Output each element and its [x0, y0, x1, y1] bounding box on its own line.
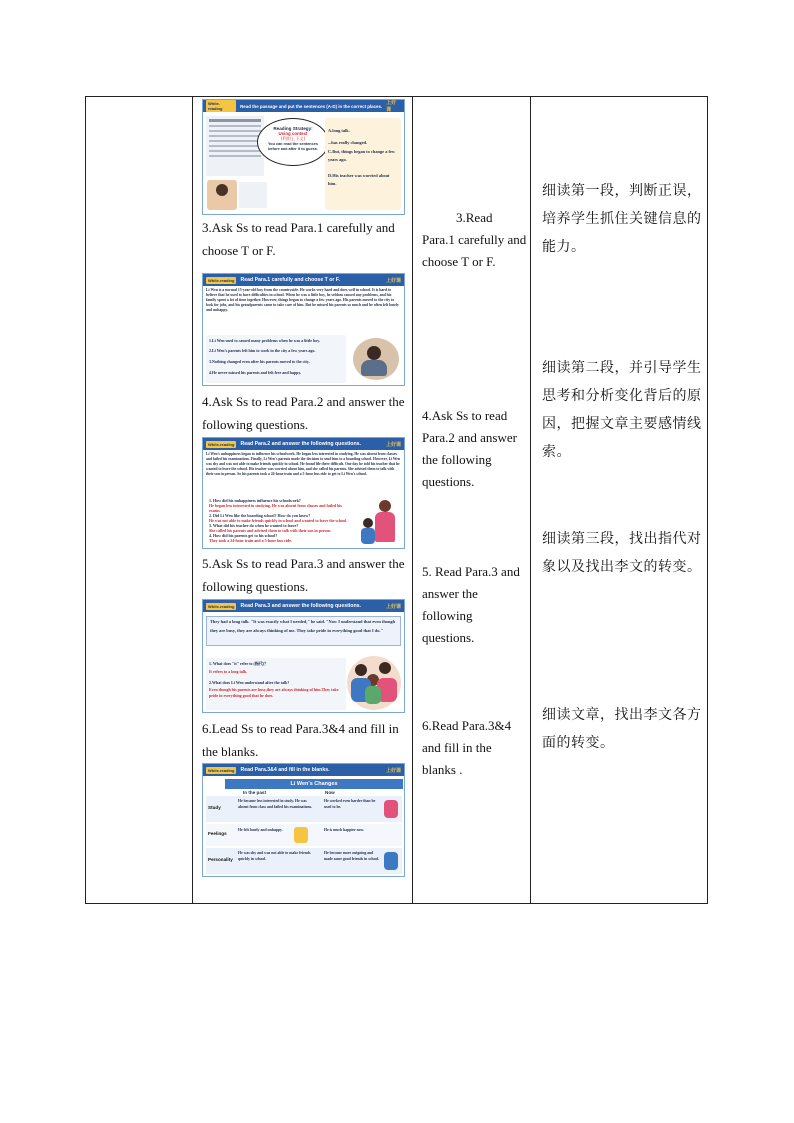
slide-title: Read the passage and put the sentences (A-D) in the correct places.: [240, 103, 383, 109]
slide-li-wen-changes: While-reading Read Para.3&4 and fill in the blanks. 上好课 Li Wen's Changes In the past Now Study He became less interested in study. He was absent from class and failed his examinations. He worked even harder than he used to be. Feelings He felt lonely and unhappy. He is much happier now. Personality He was shy and was not able to make friends quickly in school. He become more outgoing and made some good friends in school.: [202, 763, 405, 877]
changes-header: Li Wen's Changes: [225, 779, 403, 789]
slide-title: Read Para.3&4 and fill in the blanks.: [240, 767, 330, 773]
slide-tag: While-reading: [206, 100, 236, 112]
passage-text: They had a long talk. "It was exactly what I needed," he said. "Now I understand that even though they are busy, they are always thinking of me. They take pride in everything good that I do.": [210, 619, 396, 633]
passage-thumbnail: [206, 116, 264, 176]
table-row: Personality He was shy and was not able to make friends quickly in school. He become more outgoing and made some good friends in school.: [206, 848, 402, 874]
intent-para-2: 细读第二段，并引导学生思考和分析变化背后的原因，把握文章主要感情线索。: [542, 360, 702, 460]
slide-para1-true-false: While-reading Read Para.1 carefully and choose T or F. 上好课 Li Wen is a normal 15-year-old boy from the countryside. He works very hard and does well in school. It is hard to believe that he used to have difficulties in school. When he was a little boy, he seldom caused any problems, and his family spent a lot of time together. However, things began to change a few years ago. His parents moved to the city to look for jobs, and his grandparents came to take care of him. But he missed his parents so much and he often felt lonely and unhappy. 1.Li Wen used to caused many problems when he was a little boy. 2.Li Wen's parents left him to work in the city a few years ago. 3.Nothing changed even after his parents moved to the city. 4.He never missed his parents and felt free and happy.: [202, 273, 405, 386]
passage-text: Li Wen is a normal 15-year-old boy from the countryside. He works very hard and does well in school. It is hard to believe that he used to have difficulties in school. When he was a little boy, he seldom caused any problems, and his family spent a lot of time together. However, things began to change a few years ago. His parents moved to the city to look for jobs, and his grandparents came to take care of him. But he missed his parents so much and he often felt lonely and unhappy.: [206, 288, 399, 312]
student-photo: [207, 180, 237, 210]
slide-title: Read Para.2 and answer the following questions.: [240, 441, 361, 447]
slide-title: Read Para.1 carefully and choose T or F.: [240, 277, 340, 283]
slide-put-sentences: [202, 99, 405, 215]
student-step-5: 5. Read Para.3 and answer the following questions.: [422, 564, 520, 645]
intent-para-1: 细读第一段，判断正误，培养学生抓住关键信息的能力。: [542, 183, 702, 255]
lesson-plan-table: [85, 96, 708, 904]
student-step-4: 4.Ask Ss to read Para.2 and answer the following questions.: [422, 408, 517, 489]
student-step-3: 3.Read Para.1 carefully and choose T or F.: [422, 210, 527, 269]
slide-title: Read Para.3 and answer the following questions.: [240, 603, 361, 609]
design-intent-column: [536, 97, 706, 903]
passage-text: Li Wen's unhappiness began to influence his schoolwork. He began less interested in studying. He was absent from classes and failed his examinations. Finally, Li Wen's parents made the decision to send him to a boarding school. However, Li Wen was shy and was not able to make friends quickly in school. He found life there difficult. One day he told his teacher that he wanted to leave the school. His teacher was worried about him, and she called his parents. She advised them to talk with their son in person. So his parents took a 24-hour train and a 5-hour bus ride to get to Li Wen's school.: [206, 452, 401, 476]
student-activity-column: [416, 97, 528, 903]
column-divider: [192, 97, 193, 903]
lonely-boy-image: [353, 338, 399, 380]
intent-para-4: 细读文章，找出李文各方面的转变。: [542, 707, 702, 751]
step-4-text: 4.Ask Ss to read Para.2 and answer the following questions.: [202, 394, 405, 432]
options-panel: A.long talk. ...has really changed. C.But, things began to change a few years ago. D.His teacher was worried about him.: [325, 118, 401, 210]
column-divider: [412, 97, 413, 903]
step-6-text: 6.Lead Ss to read Para.3&4 and fill in the blanks.: [202, 721, 399, 759]
column-divider: [530, 97, 531, 903]
publisher-logo: 上好课: [386, 100, 397, 113]
table-row: Feelings He felt lonely and unhappy. He is much happier now.: [206, 824, 402, 846]
family-hug-image: [347, 656, 401, 710]
mother-child-image: [361, 498, 401, 546]
slide-para3-questions: While-reading Read Para.3 and answer the following questions. 上好课 They had a long talk. "It was exactly what I needed," he said. "Now I understand that even though they are busy, they are always thinking of me. They take pride in everything good that I do." 1. What does "it" refer to (指代)？ It refers to a long talk. 2.What does Li Wen understand after the talk? Even though his parents are busy,they are always thinking of him.They take pride in everything good that he does.: [202, 599, 405, 713]
step-5-text: 5.Ask Ss to read Para.3 and answer the following questions.: [202, 556, 405, 594]
strategy-bubble: Reading Strategy: Using context (利用上下文) You can read the sentences before and after it to guess.: [257, 118, 329, 166]
intent-para-3: 细读第三段，找出指代对象以及找出李文的转变。: [542, 531, 702, 575]
student-step-6: 6.Read Para.3&4 and fill in the blanks .: [422, 718, 512, 777]
slide-para2-questions: While-reading Read Para.2 and answer the following questions. 上好课 Li Wen's unhappiness began to influence his schoolwork. He began less interested in studying. He was absent from classes and failed his examinations. Finally, Li Wen's parents made the decision to send him to a boarding school. However, Li Wen was shy and was not able to make friends quickly in school. He found life there difficult. One day he told his teacher that he wanted to leave the school. His teacher was worried about him, and she called his parents. She advised them to talk with their son in person. So his parents took a 24-hour train and a 5-hour bus ride to get to Li Wen's school. 1. How did his unhappiness influence his schoolwork? He began less interested in studying. He was absent from classes and failed his exams. 2. Did Li Wen like the boarding school? How do you know? He was not able to make friends quickly in school and wanted to leave the school. 3. What did his teacher do when he wanted to leave? She called his parents and advised them to talk with their son in person. 4. How did his parents get to his school? They took a 24-hour train and a 5-hour bus ride.: [202, 437, 405, 549]
table-row: Study He became less interested in study. He was absent from class and failed his examinations. He worked even harder than he used to be.: [206, 796, 402, 822]
step-3-text: 3.Ask Ss to read Para.1 carefully and choose T or F.: [202, 220, 395, 258]
teacher-activity-column: [194, 97, 412, 903]
